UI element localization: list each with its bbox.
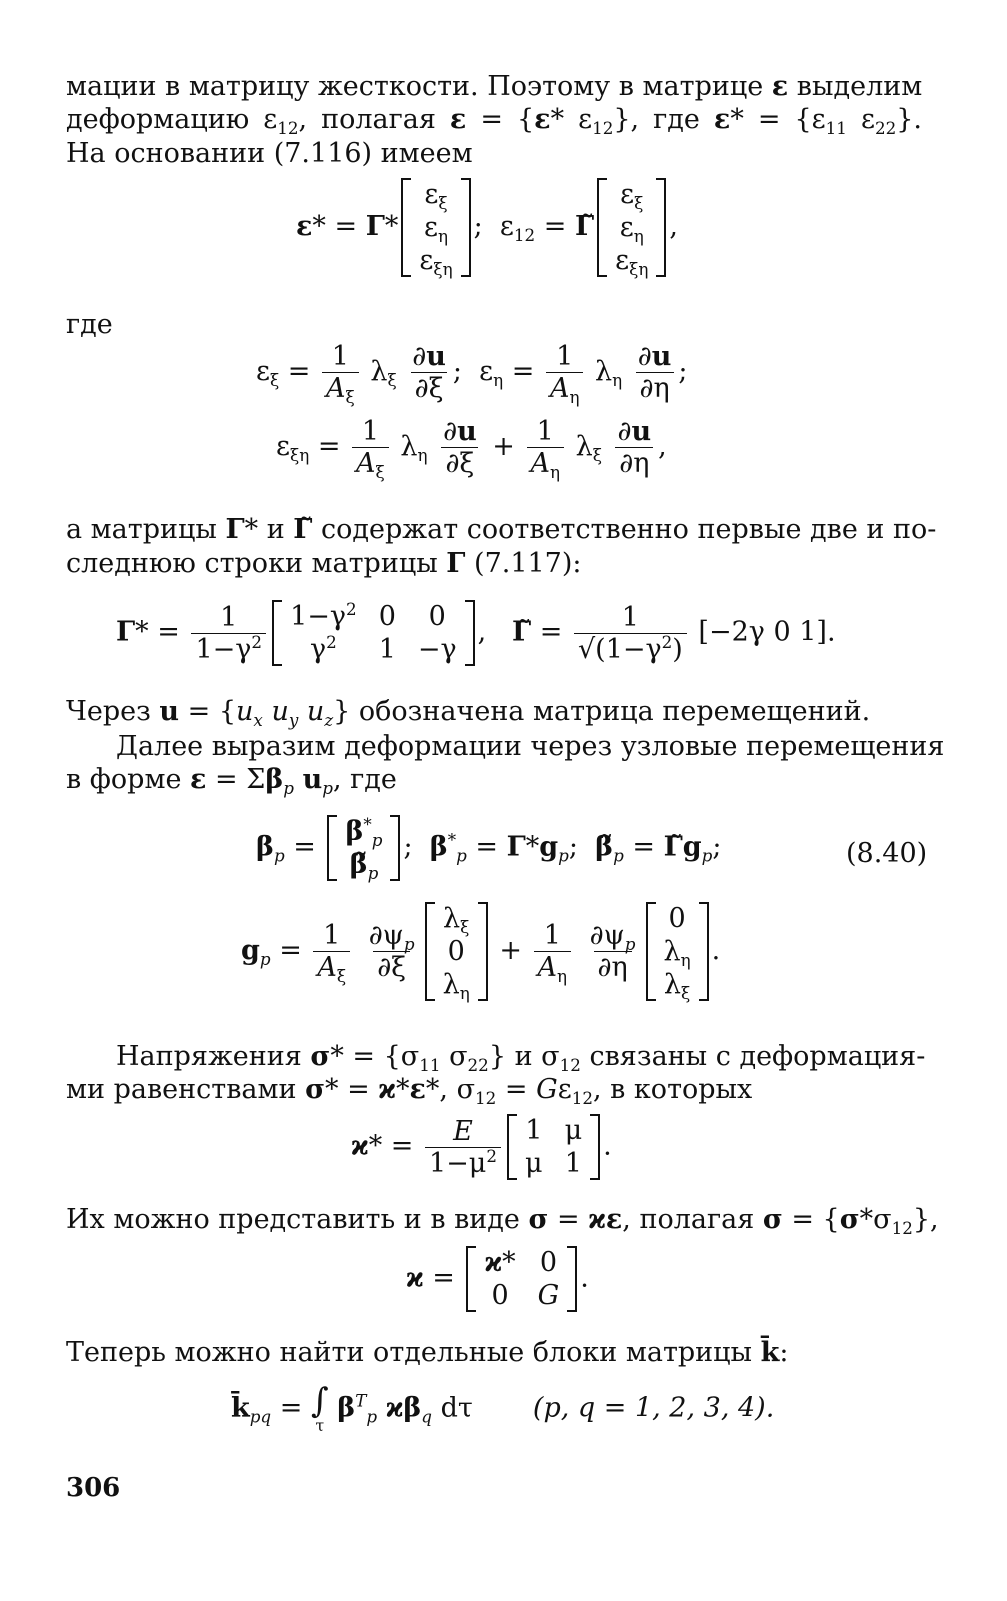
text-line: где bbox=[66, 309, 113, 340]
formula-gamma-matrices: Γ* = $\frac{1}{1-\gamma^2}$ $1-\gamma^2$ 0 0 $\gamma^2$ 1 −γ , Γ̃ = $\frac{1}{√(1-\gamma^2)}$ [−2γ 0 1]. bbox=[116, 598, 836, 665]
formula-kappa-star: ϰ* = $\frac{E}{1-\mu^2}$ 1 μ μ 1 . bbox=[351, 1115, 612, 1179]
text-line: Через $u = \{u_x$ $u_y$ $u_z$} обозначена матрица перемещений. bbox=[66, 696, 871, 730]
text-line: Напряжения $\sigma* = \{\sigma_{11}$ $\sigma_{22}$} и $\sigma_{12}$ связаны с деформация- bbox=[116, 1041, 926, 1075]
text-line: На основании (7.116) имеем bbox=[66, 138, 473, 169]
text-line: Теперь можно найти отдельные блоки матрицы k̄: bbox=[66, 1337, 789, 1368]
formula-strain-components: $\varepsilon_\xi$ = $\frac{1}{A_\xi}$ $\lambda_\xi$ $\frac{\partial u}{\partial\xi}$ ; $\varepsilon_\eta$ = $\frac{1}{A_\eta}$ $\lambda_\eta$ $\frac{\partial u}{\partial\eta}$ ; bbox=[256, 341, 688, 407]
formula-index-range: (p, q = 1, 2, 3, 4). bbox=[532, 1392, 775, 1424]
text-line: а матрицы Γ* и Γ̃ содержат соответственно первые две и по- bbox=[66, 514, 937, 545]
text-line: деформацию $\varepsilon_{12}$, полагая ε = {ε* $\varepsilon_{12}$}, где $\varepsilon* = \{\varepsilon_{11}$ $\varepsilon_{22}$}. bbox=[66, 104, 922, 138]
formula-shear-strain: $\varepsilon_{\xi\eta}$ = $\frac{1}{A_\xi}$ $\lambda_\eta$ $\frac{\partial u}{\partial\xi}$ + $\frac{1}{A_\eta}$ $\lambda_\xi$ $\frac{\partial u}{\partial\eta}$ , bbox=[276, 416, 667, 482]
text-line: мации в матрицу жесткости. Поэтому в матрице ε выделим bbox=[66, 71, 923, 102]
page-number: 306 bbox=[66, 1473, 121, 1503]
text-line: Их можно представить и в виде σ = ϰε, полагая $\sigma = \{\sigma*\sigma_{12}\}$, bbox=[66, 1204, 939, 1238]
text-line: ми равенствами σ* = ϰ*ε*, $\sigma_{12} = G\varepsilon_{12}$, в которых bbox=[66, 1074, 753, 1108]
text-line: следнюю строки матрицы Γ (7.117): bbox=[66, 548, 582, 579]
formula-gp: $g_p$ = $\frac{1}{A_\xi}$ $\frac{\partial\psi_p}{\partial\xi}$ $\lambda_\xi$ 0 $\lambda_\eta$ + $\frac{1}{A_\eta}$ $\frac{\partial\psi_p}{\partial\eta}$ 0 $\lambda_\eta$ $\lambda_\xi$ . bbox=[241, 903, 721, 1003]
formula-kappa: ϰ = ϰ* 0 0 G . bbox=[406, 1247, 589, 1311]
formula-beta: $\beta_p$ = $\beta^*_p$ $\betã_p$ ; $\beta^*_p = \Gamma*g_p$; $\betã_p$ = $\Gammãg_p$; bbox=[256, 813, 722, 883]
text-line: в форме $\varepsilon = \Sigma\beta_p$ $u_p$, где bbox=[66, 764, 397, 798]
equation-number: (8.40) bbox=[846, 838, 928, 869]
formula-kpq: $k̄_{pq}$ = ∫ τ $\beta^T_p$ $ϰ\beta_q$ dτ (p, q = 1, 2, 3, 4). bbox=[231, 1381, 775, 1435]
formula-eps-star: ε* = Γ* $\varepsilon_\xi$ $\varepsilon_\eta$ $\varepsilon_{\xi\eta}$ ; $\varepsilon_{12}$ = Γ̃ $\varepsilon_\xi$ $\varepsilon_\eta$ $\varepsilon_{\xi\eta}$ , bbox=[296, 179, 678, 279]
text-line: Далее выразим деформации через узловые перемещения bbox=[116, 731, 945, 762]
